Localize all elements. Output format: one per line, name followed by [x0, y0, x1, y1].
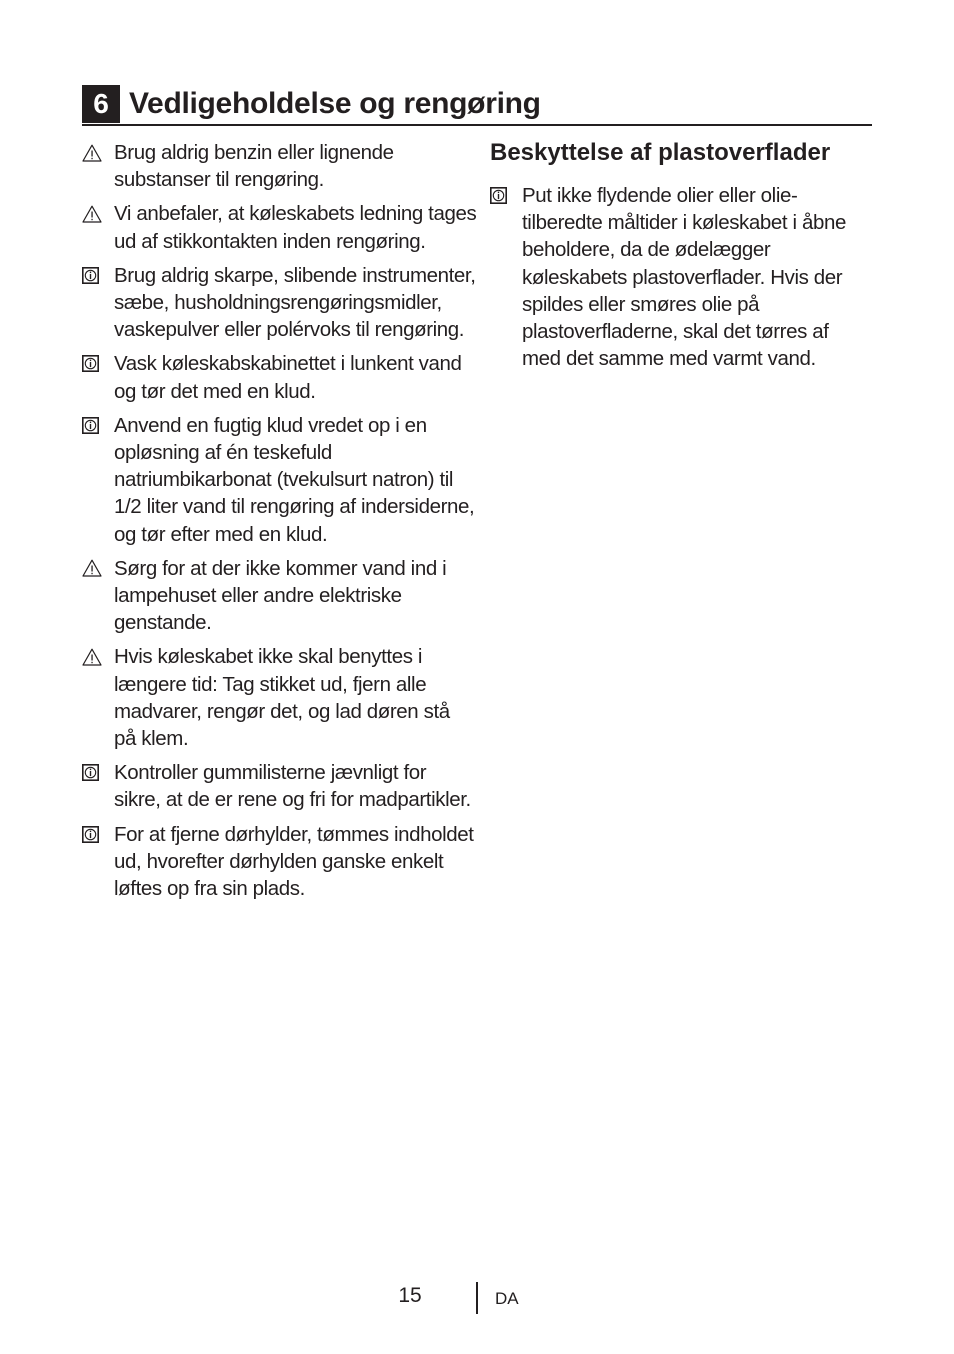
list-item-text: For at fjerne dørhylder, tømmes indholdet ud, hvorefter dørhylden ganske enkelt løftes op fra sin plads. [114, 822, 474, 901]
list-item [490, 182, 860, 372]
page-number: 15 [398, 1284, 422, 1307]
warning-icon [82, 643, 103, 670]
warning-icon [82, 555, 103, 582]
subsection-heading: Beskyttelse af plastoverflader [490, 139, 831, 166]
list-item [82, 555, 477, 637]
list-item [82, 200, 477, 254]
list-item-text: Brug aldrig benzin eller lignende substanser til rengøring. [114, 141, 394, 192]
list-item-text: Vask køleskabskabinettet i lunkent vand og tør det med en klud. [114, 352, 462, 403]
list-item-text: Kontroller gummilisterne jævnligt for sikre, at de er rene og fri for madpartikler. [114, 761, 471, 812]
section-header [82, 84, 872, 126]
info-icon [490, 182, 511, 209]
list-item-text: Put ikke flydende olier eller olie-tilberedte måltider i køleskabet i åbne beholdere, da de ødelægger køleskabets plastoverflader. Hvis der spildes eller smøres olie på plastoverfladerne, skal det tørres af med det samme med varmt vand. [522, 184, 846, 371]
list-item [82, 262, 477, 344]
list-item [82, 759, 477, 813]
list-item [82, 821, 477, 903]
left-column [82, 139, 477, 909]
warning-icon [82, 200, 103, 227]
info-icon [82, 262, 103, 289]
list-item-text: Sørg for at der ikke kommer vand ind i lampehuset eller andre elektriske genstande. [114, 556, 447, 635]
list-item-text: Hvis køleskabet ikke skal benyttes i længere tid: Tag stikket ud, fjern alle madvarer, rengør det, og lad døren stå på klem. [114, 645, 450, 751]
right-column [490, 139, 860, 379]
info-icon [82, 350, 103, 377]
warning-icon [82, 139, 103, 166]
list-item-text: Brug aldrig skarpe, slibende instrumenter, sæbe, husholdningsrengøringsmidler, vaskepulver eller polérvoks til rengøring. [114, 263, 476, 342]
section-number-badge: 6 [82, 85, 120, 123]
info-icon [82, 412, 103, 439]
footer-divider [476, 1282, 478, 1314]
list-item [82, 139, 477, 193]
list-item-text: Anvend en fugtig klud vredet op i en opløsning af én teskefuld natriumbikarbonat (tvekulsurt natron) til 1/2 liter vand til rengøring af indersiderne, og tør efter med en klud. [114, 413, 475, 546]
language-code: DA [495, 1289, 519, 1308]
list-item [82, 412, 477, 548]
list-item [82, 643, 477, 752]
info-icon [82, 759, 103, 786]
list-item [82, 350, 477, 404]
info-icon [82, 821, 103, 848]
list-item-text: Vi anbefaler, at køleskabets ledning tages ud af stikkontakten inden rengøring. [114, 202, 477, 253]
section-title: Vedligeholdelse og rengøring [129, 87, 541, 120]
